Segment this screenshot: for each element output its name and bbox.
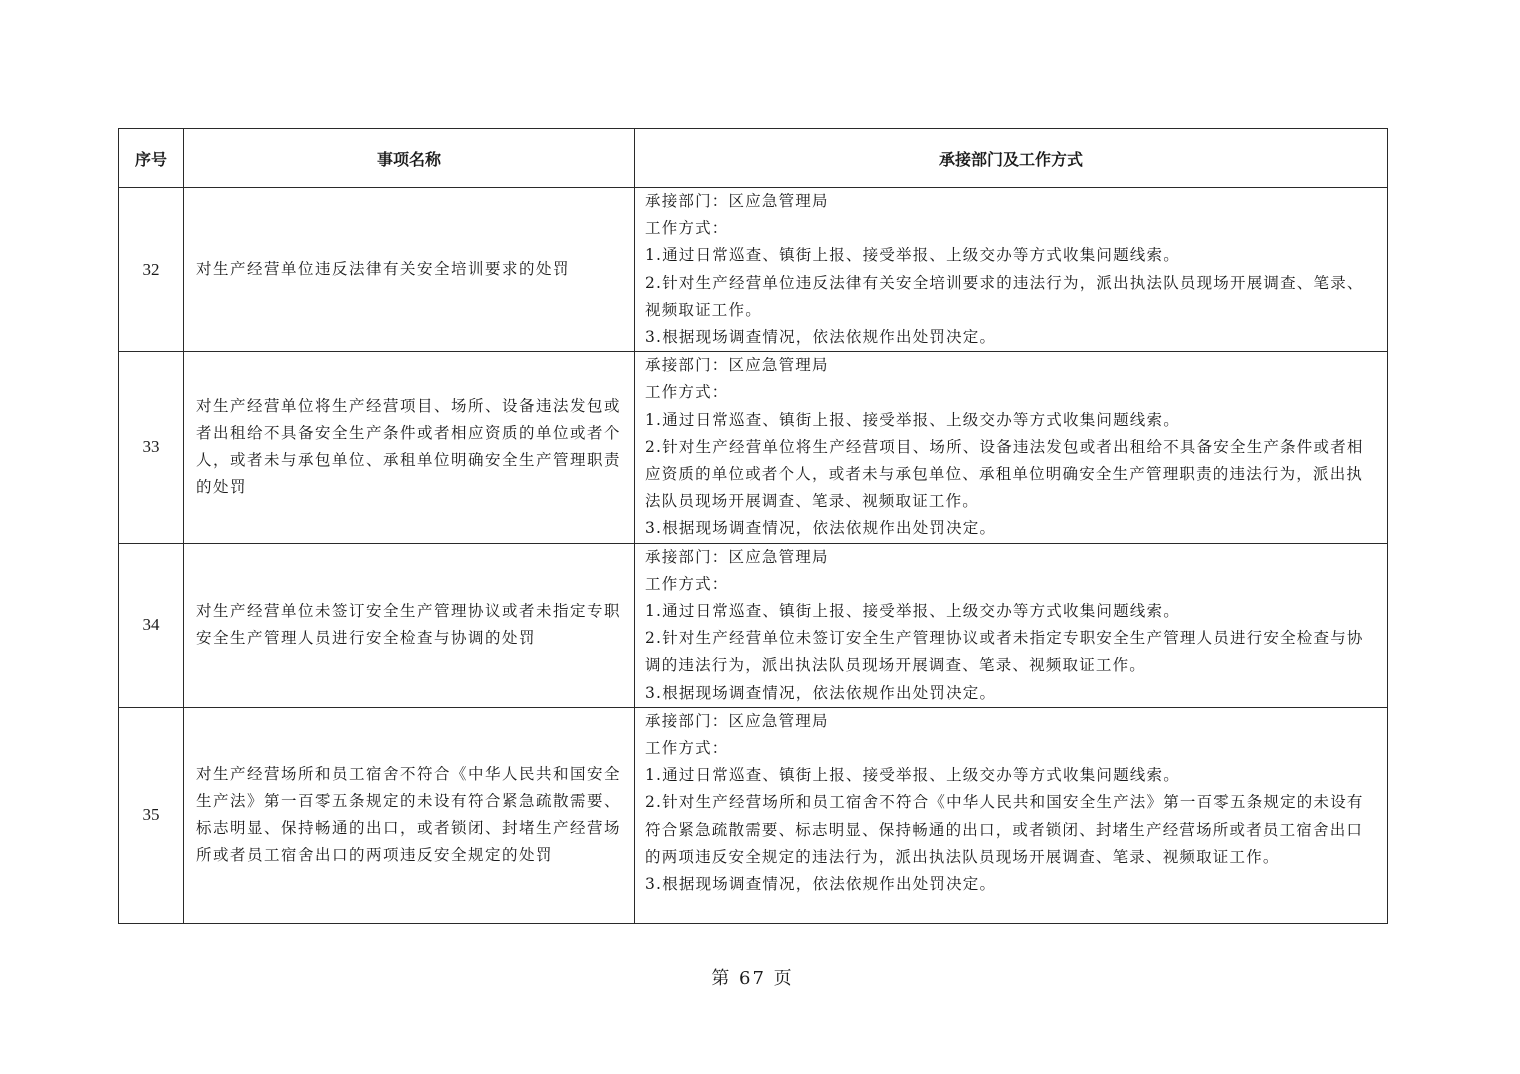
row-seq: 33 (119, 352, 184, 543)
dept-line: 3.根据现场调查情况，依法依规作出处罚决定。 (645, 683, 997, 702)
header-dept: 承接部门及工作方式 (635, 129, 1388, 188)
dept-line: 承接部门：区应急管理局 (645, 711, 829, 730)
dept-line: 3.根据现场调查情况，依法依规作出处罚决定。 (645, 519, 997, 538)
dept-line: 工作方式： (645, 574, 729, 593)
dept-line: 2.针对生产经营单位将生产经营项目、场所、设备违法发包或者出租给不具备安全生产条件或者相应资质的单位或者个人，或者未与承包单位、承租单位明确安全生产管理职责的违法行为，派出执法队员现场开展调查、笔录、视频取证工作。 (645, 437, 1364, 511)
dept-line: 工作方式： (645, 219, 729, 238)
dept-line: 承接部门：区应急管理局 (645, 356, 829, 375)
row-seq: 32 (119, 188, 184, 352)
dept-line: 1.通过日常巡查、镇街上报、接受举报、上级交办等方式收集问题线索。 (645, 766, 1180, 785)
table-header-row (119, 129, 1388, 188)
row-seq: 34 (119, 543, 184, 707)
dept-line: 2.针对生产经营场所和员工宿舍不符合《中华人民共和国安全生产法》第一百零五条规定的未设有符合紧急疏散需要、标志明显、保持畅通的出口，或者锁闭、封堵生产经营场所或者员工宿舍出口的两项违反安全规定的违法行为，派出执法队员现场开展调查、笔录、视频取证工作。 (645, 793, 1364, 866)
header-name: 事项名称 (184, 129, 635, 188)
row-matter-name: 对生产经营单位将生产经营项目、场所、设备违法发包或者出租给不具备安全生产条件或者相应资质的单位或者个人，或者未与承包单位、承租单位明确安全生产管理职责的处罚 (184, 352, 635, 543)
table-row (119, 543, 1388, 707)
dept-line: 工作方式： (645, 739, 729, 758)
table-row (119, 352, 1388, 543)
row-dept-method (635, 188, 1388, 352)
row-dept-method (635, 707, 1388, 923)
dept-line: 3.根据现场调查情况，依法依规作出处罚决定。 (645, 875, 997, 894)
header-seq: 序号 (119, 129, 184, 188)
row-matter-name: 对生产经营单位未签订安全生产管理协议或者未指定专职安全生产管理人员进行安全检查与协调的处罚 (184, 543, 635, 707)
dept-line: 工作方式： (645, 383, 729, 402)
dept-line: 2.针对生产经营单位违反法律有关安全培训要求的违法行为，派出执法队员现场开展调查、笔录、视频取证工作。 (645, 273, 1364, 319)
dept-line: 2.针对生产经营单位未签订安全生产管理协议或者未指定专职安全生产管理人员进行安全检查与协调的违法行为，派出执法队员现场开展调查、笔录、视频取证工作。 (645, 629, 1364, 675)
dept-line: 1.通过日常巡查、镇街上报、接受举报、上级交办等方式收集问题线索。 (645, 602, 1180, 621)
dept-line: 1.通过日常巡查、镇街上报、接受举报、上级交办等方式收集问题线索。 (645, 410, 1180, 429)
dept-line: 3.根据现场调查情况，依法依规作出处罚决定。 (645, 328, 997, 347)
row-dept-method (635, 543, 1388, 707)
table-row (119, 707, 1388, 923)
matters-table (118, 128, 1388, 924)
row-matter-name: 对生产经营单位违反法律有关安全培训要求的处罚 (184, 188, 635, 352)
dept-line: 承接部门：区应急管理局 (645, 547, 829, 566)
row-seq: 35 (119, 707, 184, 923)
row-matter-name: 对生产经营场所和员工宿舍不符合《中华人民共和国安全生产法》第一百零五条规定的未设有符合紧急疏散需要、标志明显、保持畅通的出口，或者锁闭、封堵生产经营场所或者员工宿舍出口的两项违反安全规定的处罚 (184, 707, 635, 923)
dept-line: 承接部门：区应急管理局 (645, 192, 829, 210)
page-number: 第 67 页 (711, 968, 794, 989)
row-dept-method (635, 352, 1388, 543)
dept-line: 1.通过日常巡查、镇街上报、接受举报、上级交办等方式收集问题线索。 (645, 246, 1180, 265)
table-row (119, 188, 1388, 352)
